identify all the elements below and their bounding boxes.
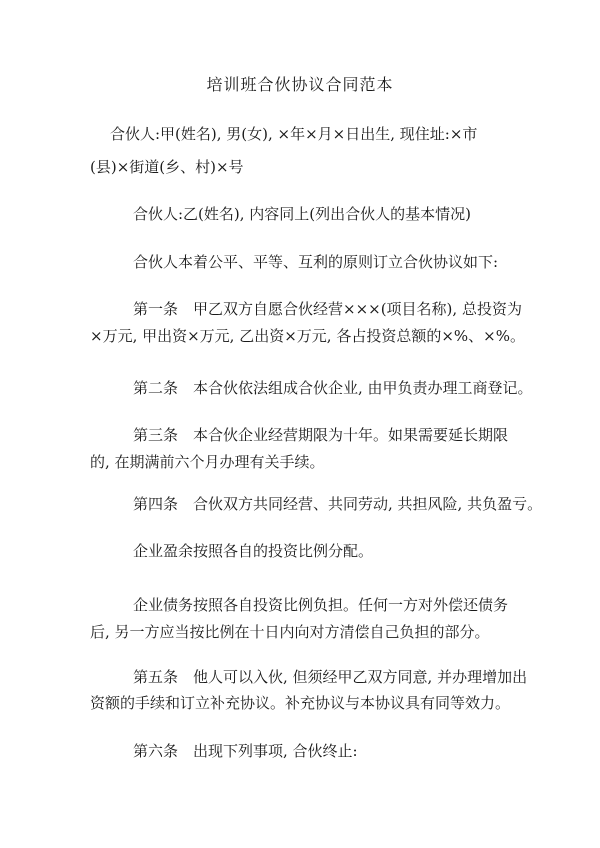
paragraph-line: (县)×街道(乡、村)×号 (90, 158, 244, 176)
paragraph-line: 的, 在期满前六个月办理有关手续。 (90, 453, 325, 471)
paragraph-line: 企业盈余按照各自的投资比例分配。 (133, 542, 374, 560)
paragraph-line: 第二条 本合伙依法组成合伙企业, 由甲负责办理工商登记。 (133, 379, 533, 397)
paragraph-line: 资额的手续和订立补充协议。补充协议与本协议具有同等效力。 (90, 694, 511, 712)
paragraph-line: 后, 另一方应当按比例在十日内向对方清偿自己负担的部分。 (90, 623, 490, 641)
paragraph-line: 第五条 他人可以入伙, 但须经甲乙双方同意, 并办理增加出 (133, 668, 528, 686)
paragraph-line: 企业债务按照各自投资比例负担。任何一方对外偿还债务 (133, 596, 509, 614)
paragraph-line: 合伙人:甲(姓名), 男(女), ×年×月×日出生, 现住址:×市 (110, 125, 478, 143)
paragraph-line: ×万元, 甲出资×万元, 乙出资×万元, 各占投资总额的×%、×%。 (90, 327, 525, 345)
paragraph-line: 合伙人本着公平、平等、互利的原则订立合伙协议如下: (133, 253, 499, 271)
document-title: 培训班合伙协议合同范本 (206, 75, 394, 94)
paragraph-line: 第一条 甲乙双方自愿合伙经营×××(项目名称), 总投资为 (133, 300, 522, 318)
paragraph-line: 第四条 合伙双方共同经营、共同劳动, 共担风险, 共负盈亏。 (133, 495, 543, 513)
paragraph-line: 合伙人:乙(姓名), 内容同上(列出合伙人的基本情况) (133, 205, 472, 223)
paragraph-line: 第六条 出现下列事项, 合伙终止: (133, 742, 358, 760)
paragraph-line: 第三条 本合伙企业经营期限为十年。如果需要延长期限 (133, 426, 509, 444)
